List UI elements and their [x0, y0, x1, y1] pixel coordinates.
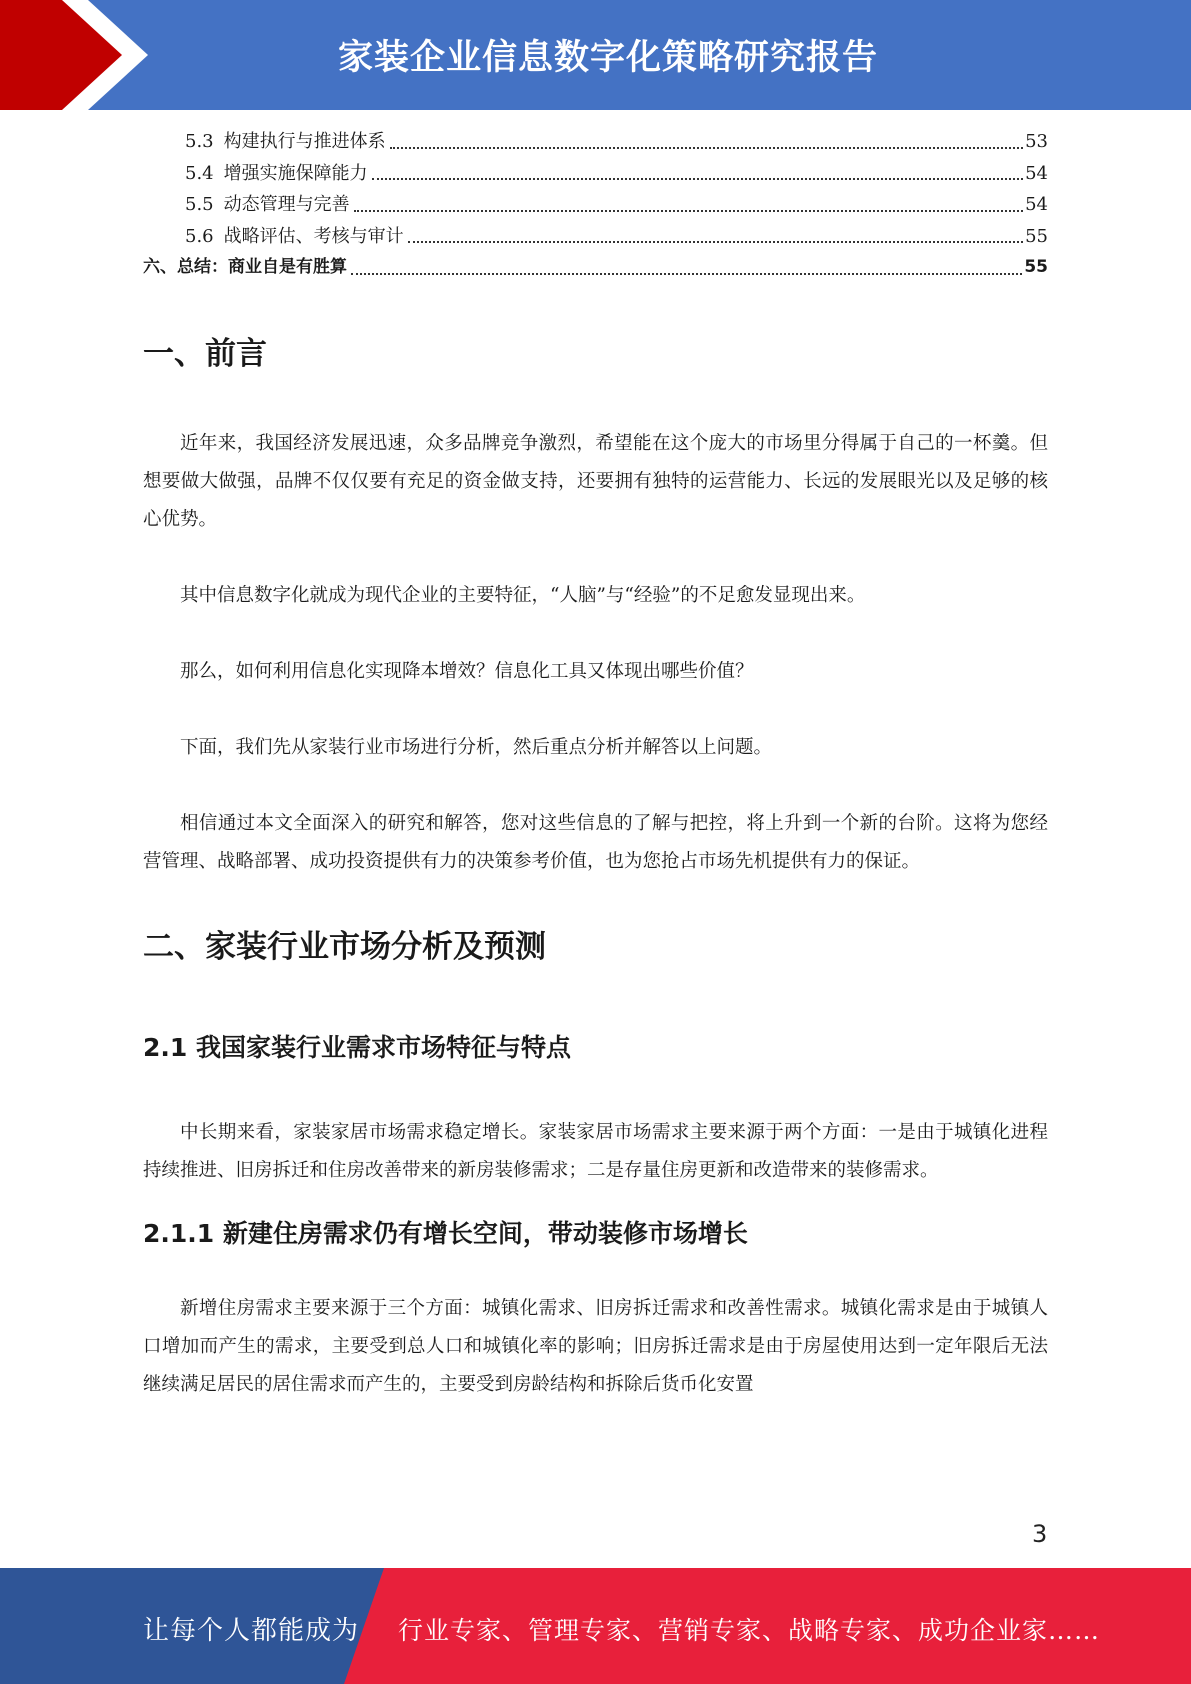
footer-slogan-right: 行业专家、管理专家、营销专家、战略专家、成功企业家……	[398, 1616, 1101, 1645]
report-title: 家装企业信息数字化策略研究报告	[337, 38, 878, 78]
toc-entry-page: 55	[1024, 257, 1048, 277]
footer-slogan-left: 让每个人都能成为	[143, 1616, 360, 1646]
toc-entry[interactable]	[143, 221, 1048, 253]
footer-banner	[0, 1568, 1191, 1684]
section-title-market-analysis: 二、家装行业市场分析及预测	[143, 928, 546, 965]
toc-entry[interactable]	[143, 189, 1048, 221]
paragraph: 新增住房需求主要来源于三个方面：城镇化需求、旧房拆迁需求和改善性需求。城镇化需求是由于城镇人口增加而产生的需求，主要受到总人口和城镇化率的影响；旧房拆迁需求是由于房屋使用达到一定年限后无法继续满足居民的居住需求而产生的，主要受到房龄结构和拆除后货币化安置	[143, 1297, 1048, 1395]
table-of-contents	[143, 126, 1048, 284]
paragraph: 中长期来看，家装家居市场需求稳定增长。家装家居市场需求主要来源于两个方面：一是由于城镇化进程持续推进、旧房拆迁和住房改善带来的新房装修需求；二是存量住房更新和改造带来的装修需求。	[143, 1121, 1048, 1181]
header-banner	[0, 0, 1191, 110]
subsection-title-2-1-1: 2.1.1 新建住房需求仍有增长空间，带动装修市场增长	[143, 1218, 748, 1248]
toc-entry-label: 增强实施保障能力	[223, 162, 368, 184]
toc-entry-label: 动态管理与完善	[223, 194, 350, 215]
toc-entry-label: 战略评估、考核与审计	[223, 225, 404, 247]
section-title-preface: 一、前言	[143, 335, 267, 372]
paragraph: 下面，我们先从家装行业市场进行分析，然后重点分析并解答以上问题。	[180, 736, 773, 758]
page-number: 3	[1032, 1520, 1048, 1548]
toc-entry-page: 53	[1025, 131, 1048, 152]
toc-entry-number: 5.3	[185, 131, 214, 152]
paragraph: 其中信息数字化就成为现代企业的主要特征，“人脑”与“经验”的不足愈发显现出来。	[180, 584, 866, 606]
toc-entry-label: 构建执行与推进体系	[223, 131, 386, 152]
toc-entry-number: 5.4	[185, 162, 214, 184]
paragraph: 相信通过本文全面深入的研究和解答，您对这些信息的了解与把控，将上升到一个新的台阶。这将为您经营管理、战略部署、成功投资提供有力的决策参考价值，也为您抢占市场先机提供有力的保证。	[143, 812, 1048, 872]
toc-dot-leader	[408, 241, 1023, 243]
toc-entry-number: 5.6	[185, 225, 214, 247]
toc-dot-leader	[351, 273, 1022, 275]
toc-entry[interactable]	[143, 126, 1048, 158]
toc-entry-page: 55	[1025, 225, 1048, 247]
toc-entry[interactable]	[143, 252, 1048, 284]
toc-dot-leader	[372, 178, 1023, 180]
toc-entry[interactable]	[143, 158, 1048, 190]
toc-dot-leader	[390, 147, 1023, 149]
toc-entry-page: 54	[1025, 162, 1048, 184]
toc-entry-label: 六、总结：商业自是有胜算	[143, 257, 347, 277]
toc-entry-number: 5.5	[185, 194, 214, 215]
paragraph: 那么，如何利用信息化实现降本增效？信息化工具又体现出哪些价值？	[180, 660, 754, 682]
toc-dot-leader	[354, 210, 1023, 212]
page-content	[143, 126, 1048, 1404]
paragraph: 近年来，我国经济发展迅速，众多品牌竞争激烈，希望能在这个庞大的市场里分得属于自己的一杯羹。但想要做大做强，品牌不仅仅要有充足的资金做支持，还要拥有独特的运营能力、长远的发展眼光以及足够的核心优势。	[143, 432, 1048, 530]
toc-entry-page: 54	[1025, 194, 1048, 215]
subsection-title-2-1: 2.1 我国家装行业需求市场特征与特点	[143, 1032, 571, 1062]
